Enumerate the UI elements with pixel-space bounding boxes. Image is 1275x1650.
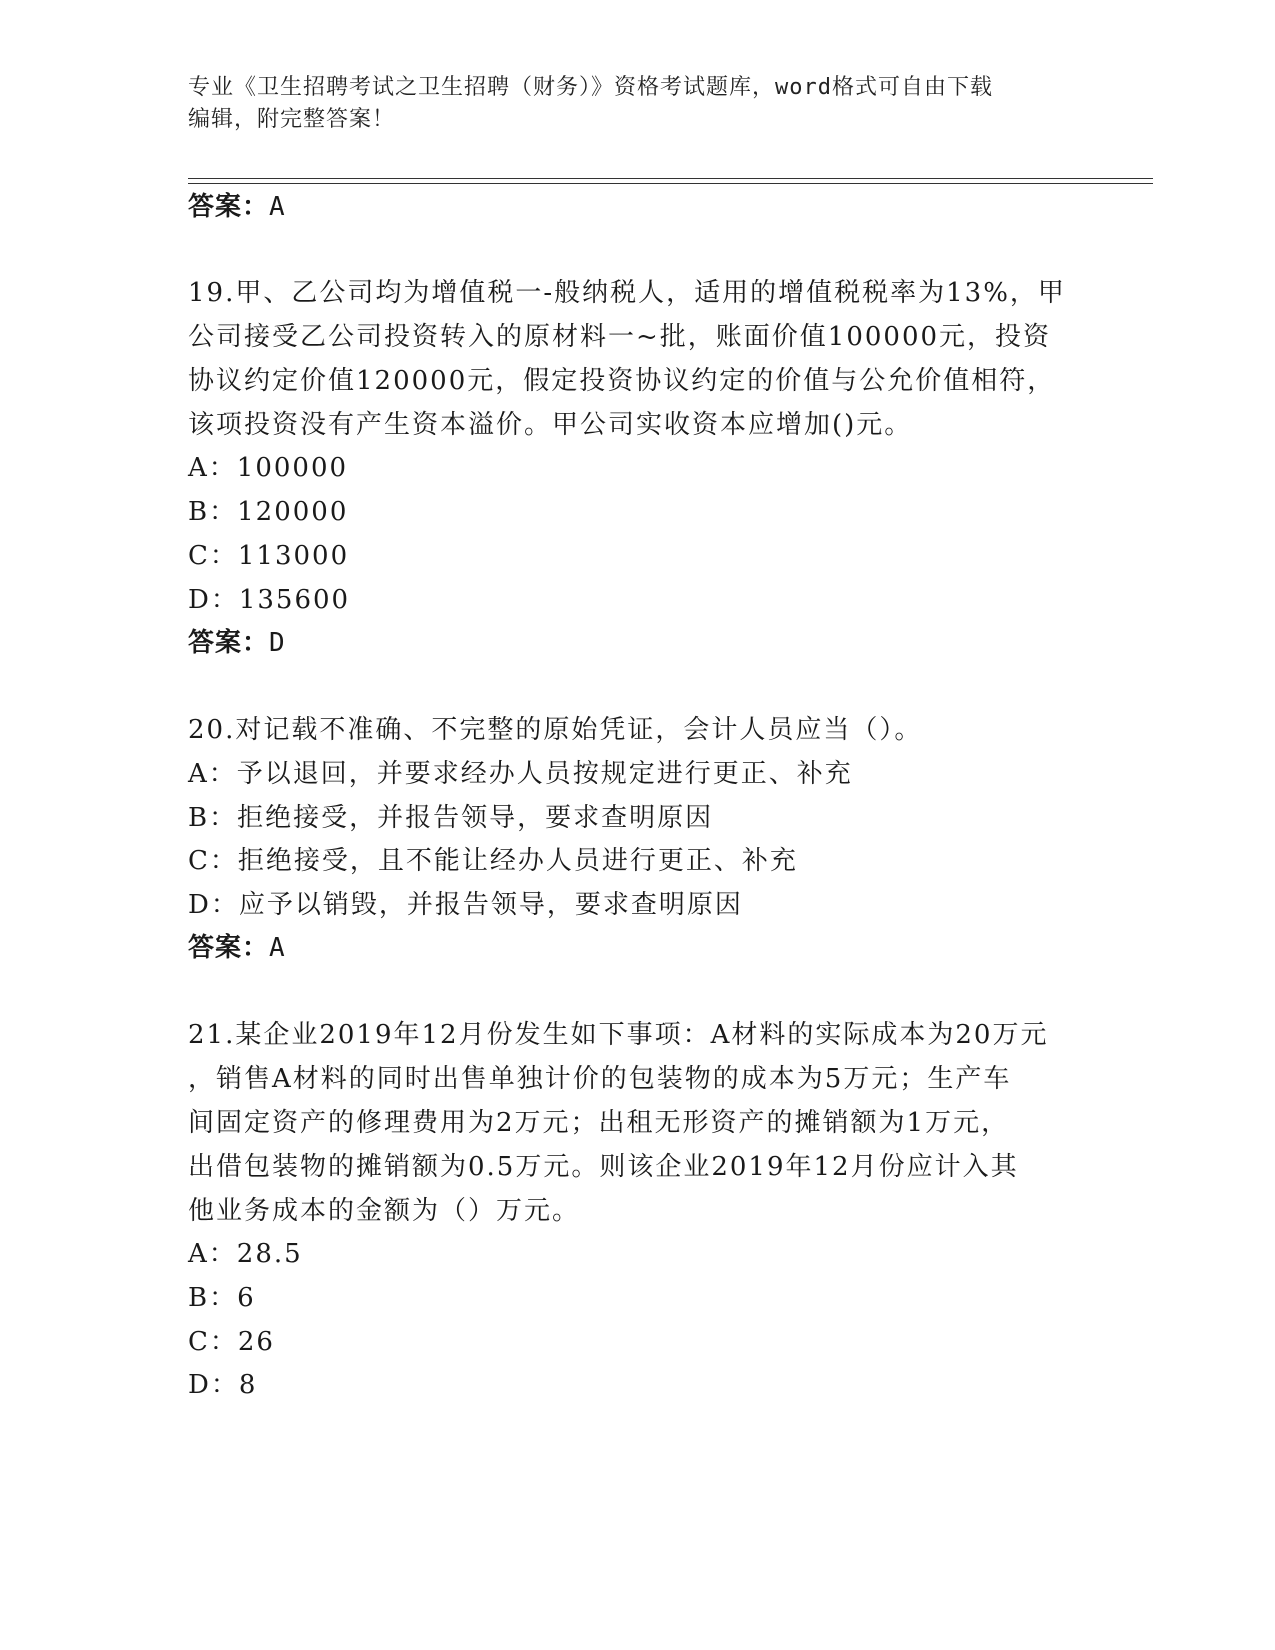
question-20-text-line: 20.对记载不准确、不完整的原始凭证，会计人员应当（）。 [188,715,923,745]
question-19-text-line: 公司接受乙公司投资转入的原材料一~批，账面价值100000元，投资 [188,322,1052,352]
header-divider-top [188,178,1153,179]
question-19-text-line: 19.甲、乙公司均为增值税一-般纳税人，适用的增值税税率为13%，甲 [188,278,1066,308]
question-19-option-d: D：135600 [188,585,351,615]
question-21-text-line: 21.某企业2019年12月份发生如下事项：A材料的实际成本为20万元 [188,1020,1049,1050]
answer-label: 答案： [188,933,270,963]
header-line-1: 专业《卫生招聘考试之卫生招聘（财务）》资格考试题库，word格式可自由下载 [188,75,993,100]
question-21-option-d: D：8 [188,1370,258,1400]
question-21-option-a: A：28.5 [188,1239,303,1269]
question-19-text-line: 该项投资没有产生资本溢价。甲公司实收资本应增加()元。 [188,410,913,440]
question-20-answer [188,927,286,964]
question-21-text-line: 他业务成本的金额为（）万元。 [188,1196,581,1226]
question-20-option-b: B：拒绝接受，并报告领导，要求查明原因 [188,803,714,833]
question-20-option-a: A：予以退回，并要求经办人员按规定进行更正、补充 [188,759,853,789]
question-21-text-line: 间固定资产的修理费用为2万元；出租无形资产的摊销额为1万元， [188,1108,1010,1138]
previous-answer [188,186,286,223]
question-19-option-b: B：120000 [188,497,349,527]
question-19-option-c: C：113000 [188,541,350,571]
answer-label: 答案： [188,192,270,222]
question-21-text-line: ，销售A材料的同时出售单独计价的包装物的成本为5万元；生产车 [188,1064,1012,1094]
question-20-option-d: D：应予以销毁，并报告领导，要求查明原因 [188,890,743,920]
document-header [188,72,1088,136]
question-20-option-c: C：拒绝接受，且不能让经办人员进行更正、补充 [188,846,798,876]
question-19-text-line: 协议约定价值120000元，假定投资协议约定的价值与公允价值相符， [188,366,1056,396]
answer-value: A [269,933,286,963]
question-19-answer [188,622,286,659]
question-19-option-a: A：100000 [188,453,349,483]
answer-value: D [269,628,286,658]
answer-value: A [269,192,286,222]
question-21-option-c: C：26 [188,1327,275,1357]
question-21-text-line: 出借包装物的摊销额为0.5万元。则该企业2019年12月份应计入其 [188,1152,1019,1182]
header-line-2: 编辑，附完整答案！ [188,107,396,132]
header-divider-bottom [188,183,1153,184]
question-21-option-b: B：6 [188,1283,256,1313]
answer-label: 答案： [188,628,270,658]
